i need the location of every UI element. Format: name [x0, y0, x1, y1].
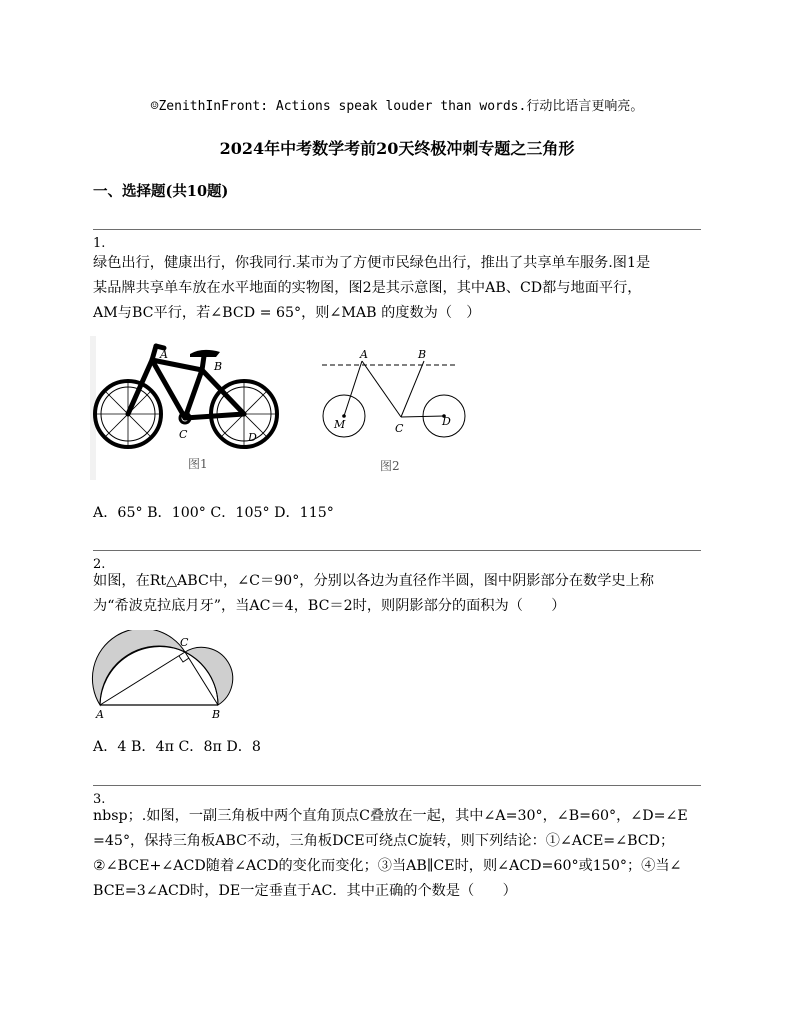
bicycle-figure-1 — [90, 336, 280, 482]
divider — [93, 785, 701, 786]
question-3-text — [93, 804, 705, 904]
question-number: 3. — [93, 792, 106, 807]
text-line: ②∠BCE+∠ACD随着∠ACD的变化而变化；③当AB∥CE时，则∠ACD=60°或150°；④当∠ — [93, 858, 682, 874]
label-b: B — [214, 360, 223, 373]
question-2-text — [93, 569, 705, 619]
text-line: AM与BC平行，若∠BCD = 65°，则∠MAB 的度数为（ ） — [93, 305, 481, 321]
label-a: A — [160, 348, 168, 361]
page-header: ☺ZenithInFront: Actions speak louder than words.行动比语言更响亮。 — [150, 99, 644, 114]
label-c: C — [395, 422, 404, 435]
divider — [93, 229, 701, 230]
label-b: B — [212, 708, 221, 721]
question-1-text — [93, 251, 705, 326]
text-line: 为“希波克拉底月牙”，当AC＝4，BC＝2时，则阴影部分的面积为（ ） — [93, 598, 566, 614]
divider — [93, 550, 701, 551]
text-line: 某品牌共享单车放在水平地面的实物图，图2是其示意图，其中AB、CD都与地面平行， — [93, 280, 642, 296]
label-a: A — [96, 708, 104, 721]
page-title: 2024年中考数学考前20天终极冲刺专题之三角形 — [219, 139, 575, 158]
text-line: 如图，在Rt△ABC中，∠C＝90°，分别以各边为直径作半圆，图中阴影部分在数学史上称 — [93, 573, 654, 589]
question-number: 1. — [93, 236, 106, 251]
text-line: =45°，保持三角板ABC不动，三角板DCE可绕点C旋转，则下列结论：①∠ACE=∠BCD； — [93, 833, 675, 849]
label-a: A — [360, 348, 368, 361]
answer-options: A．65° B．100° C．105° D．115° — [93, 505, 334, 521]
label-b: B — [418, 348, 427, 361]
lune-figure — [90, 630, 250, 722]
label-d: D — [442, 415, 451, 428]
text-line: nbsp；.如图，一副三角板中两个直角顶点C叠放在一起，其中∠A=30°，∠B=60°，∠D=∠E — [93, 808, 688, 824]
answer-options: A．4 B．4π C．8π D．8 — [93, 739, 261, 755]
schematic-figure-2 — [316, 344, 466, 474]
section-heading: 一、选择题(共10题) — [93, 183, 229, 200]
text-line: BCE=3∠ACD时，DE一定垂直于AC．其中正确的个数是（ ） — [93, 883, 517, 899]
figure-caption: 图1 — [188, 457, 208, 471]
label-d: D — [248, 431, 257, 444]
label-c: C — [179, 428, 188, 441]
label-m: M — [334, 418, 346, 431]
text-line: 绿色出行，健康出行，你我同行.某市为了方便市民绿色出行，推出了共享单车服务.图1是 — [93, 255, 651, 271]
label-c: C — [180, 636, 189, 649]
question-number: 2. — [93, 557, 106, 572]
figure-caption: 图2 — [380, 459, 400, 473]
